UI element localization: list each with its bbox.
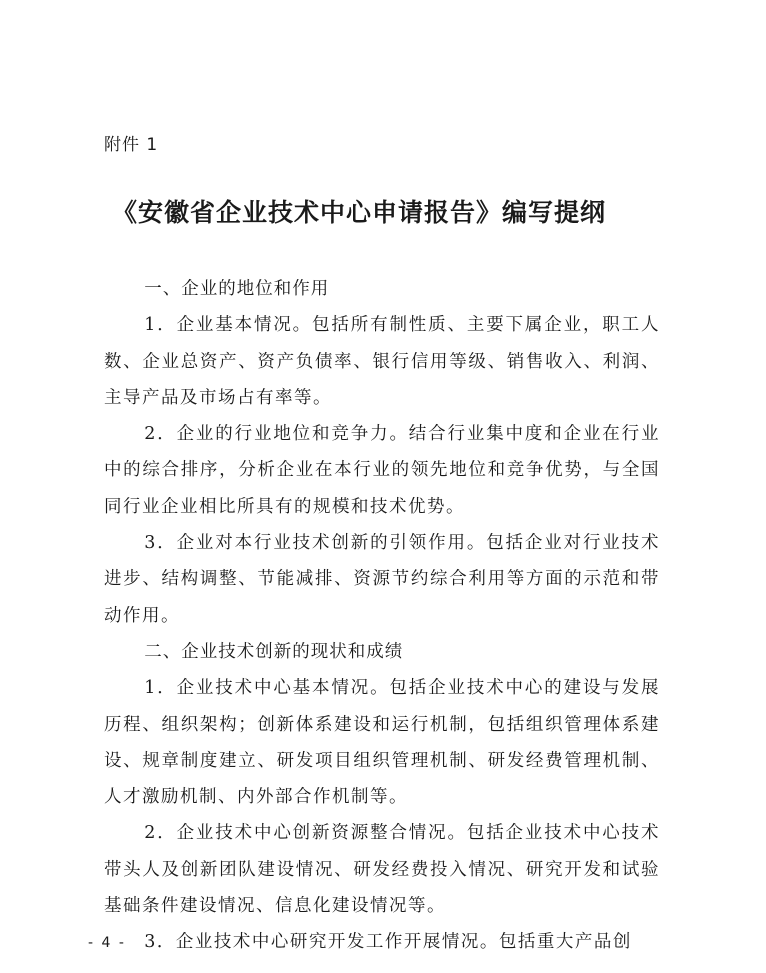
page-number: - 4 - bbox=[88, 935, 126, 951]
section-heading: 二、企业技术创新的现状和成绩 bbox=[144, 641, 404, 662]
paragraph: 1．企业基本情况。包括所有制性质、主要下属企业，职工人数、企业总资产、资产负债率、银行信用等级、销售收入、利润、主导产品及市场占有率等。 bbox=[104, 315, 660, 408]
document-body bbox=[104, 271, 660, 961]
document-title: 《安徽省企业技术中心申请报告》编写提纲 bbox=[112, 198, 607, 227]
section-heading: 一、企业的地位和作用 bbox=[144, 279, 330, 299]
paragraph: 2．企业技术中心创新资源整合情况。包括企业技术中心技术带头人及创新团队建设情况、研发经费投入情况、研究开发和试验基础条件建设情况、信息化建设情况等。 bbox=[104, 823, 660, 917]
paragraph: 3．企业技术中心研究开发工作开展情况。包括重大产品创 bbox=[144, 932, 632, 953]
attachment-label: 附件 1 bbox=[104, 135, 159, 155]
paragraph: 3．企业对本行业技术创新的引领作用。包括企业对行业技术进步、结构调整、节能减排、资源节约综合利用等方面的示范和带动作用。 bbox=[104, 533, 660, 626]
paragraph: 1．企业技术中心基本情况。包括企业技术中心的建设与发展历程、组织架构；创新体系建设和运行机制，包括组织管理体系建设、规章制度建立、研发项目组织管理机制、研发经费管理机制、人才激励机制、内外部合作机制等。 bbox=[104, 678, 660, 808]
paragraph: 2．企业的行业地位和竞争力。结合行业集中度和企业在行业中的综合排序，分析企业在本行业的领先地位和竞争优势，与全国同行业企业相比所具有的规模和技术优势。 bbox=[104, 424, 660, 517]
